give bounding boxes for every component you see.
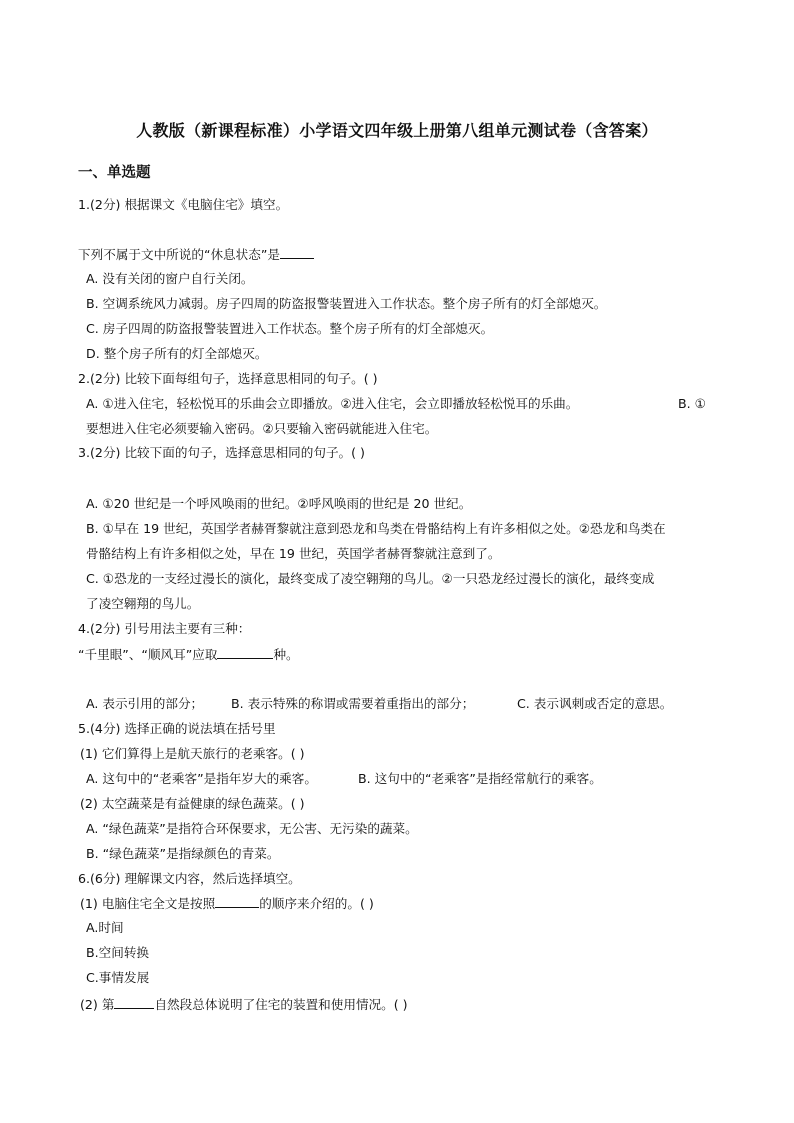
- question-6-option-a[interactable]: A.时间: [86, 920, 124, 935]
- answer-blank: [280, 245, 314, 259]
- question-2-option-b-cont[interactable]: 要想进入住宅必须要输入密码。②只要输入密码就能进入住宅。: [86, 421, 438, 436]
- question-5-header: 5.(4分) 选择正确的说法填在括号里: [78, 721, 276, 736]
- question-4-stem-suffix: 种。: [273, 647, 299, 662]
- question-1-option-a[interactable]: A. 没有关闭的窗户自行关闭。: [86, 271, 254, 286]
- question-5-sub-2-option-a[interactable]: A. “绿色蔬菜”是指符合环保要求，无公害、无污染的蔬菜。: [86, 821, 418, 836]
- question-3-option-c-line2[interactable]: 了凌空翱翔的鸟儿。: [86, 596, 200, 611]
- question-6-option-b[interactable]: B.空间转换: [86, 945, 150, 960]
- question-6-sub-1: [80, 894, 374, 913]
- question-2-header: 2.(2分) 比较下面每组句子，选择意思相同的句子。( ): [78, 371, 378, 386]
- question-4-option-a[interactable]: A. 表示引用的部分；: [86, 696, 204, 711]
- question-6-sub-1-text: (1) 电脑住宅全文是按照: [80, 896, 216, 911]
- question-4-stem-text: “千里眼”、“顺风耳”应取: [78, 647, 218, 662]
- question-3-header: 3.(2分) 比较下面的句子，选择意思相同的句子。( ): [78, 445, 365, 460]
- question-6-header: 6.(6分) 理解课文内容，然后选择填空。: [78, 871, 301, 886]
- answer-blank: [114, 995, 154, 1009]
- question-6-sub-1-suffix: 的顺序来介绍的。( ): [259, 896, 374, 911]
- question-1-stem-text: 下列不属于文中所说的“休息状态”是: [78, 247, 280, 262]
- question-3-option-a[interactable]: A. ①20 世纪是一个呼风唤雨的世纪。②呼风唤雨的世纪是 20 世纪。: [86, 496, 472, 511]
- question-6-sub-2-text: (2) 第: [80, 997, 115, 1012]
- question-3-option-b-line2[interactable]: 骨骼结构上有许多相似之处，早在 19 世纪，英国学者赫胥黎就注意到了。: [86, 546, 501, 561]
- question-5-sub-2-option-b[interactable]: B. “绿色蔬菜”是指绿颜色的青菜。: [86, 846, 280, 861]
- answer-blank: [217, 645, 273, 659]
- page-title: 人教版（新课程标准）小学语文四年级上册第八组单元测试卷（含答案）: [136, 121, 658, 140]
- section-heading: 一、单选题: [78, 164, 151, 181]
- question-1-stem: [78, 245, 314, 264]
- question-1-header: 1.(2分) 根据课文《电脑住宅》填空。: [78, 197, 289, 212]
- question-1-option-c[interactable]: C. 房子四周的防盗报警装置进入工作状态。整个房子所有的灯全部熄灭。: [86, 321, 494, 336]
- question-4-option-c[interactable]: C. 表示讽刺或否定的意思。: [517, 696, 673, 711]
- question-4-header: 4.(2分) 引号用法主要有三种：: [78, 621, 251, 636]
- question-4-option-b[interactable]: B. 表示特殊的称谓或需要着重指出的部分；: [231, 696, 475, 711]
- question-5-sub-1: (1) 它们算得上是航天旅行的老乘客。( ): [80, 746, 305, 761]
- question-2-option-b-start[interactable]: B. ①: [678, 396, 706, 411]
- question-6-sub-2-suffix: 自然段总体说明了住宅的装置和使用情况。( ): [154, 997, 408, 1012]
- question-6-option-c[interactable]: C.事情发展: [86, 970, 150, 985]
- question-6-sub-2: [80, 995, 408, 1014]
- question-2-option-a[interactable]: A. ①进入住宅，轻松悦耳的乐曲会立即播放。②进入住宅，会立即播放轻松悦耳的乐曲。: [86, 396, 579, 411]
- question-3-option-b-line1[interactable]: B. ①早在 19 世纪，英国学者赫胥黎就注意到恐龙和鸟类在骨骼结构上有许多相似之处。②恐龙和鸟类在: [86, 521, 666, 536]
- question-1-option-d[interactable]: D. 整个房子所有的灯全部熄灭。: [86, 346, 268, 361]
- question-3-option-c-line1[interactable]: C. ①恐龙的一支经过漫长的演化，最终变成了凌空翱翔的鸟儿。②一只恐龙经过漫长的演化，最终变成: [86, 571, 655, 586]
- answer-blank: [215, 894, 259, 908]
- question-1-option-b[interactable]: B. 空调系统风力减弱。房子四周的防盗报警装置进入工作状态。整个房子所有的灯全部熄灭。: [86, 296, 607, 311]
- question-5-sub-1-option-b[interactable]: B. 这句中的“老乘客”是指经常航行的乘客。: [358, 771, 602, 786]
- question-5-sub-1-option-a[interactable]: A. 这句中的“老乘客”是指年岁大的乘客。: [86, 771, 317, 786]
- question-4-stem: [78, 645, 299, 664]
- question-5-sub-2: (2) 太空蔬菜是有益健康的绿色蔬菜。( ): [80, 796, 305, 811]
